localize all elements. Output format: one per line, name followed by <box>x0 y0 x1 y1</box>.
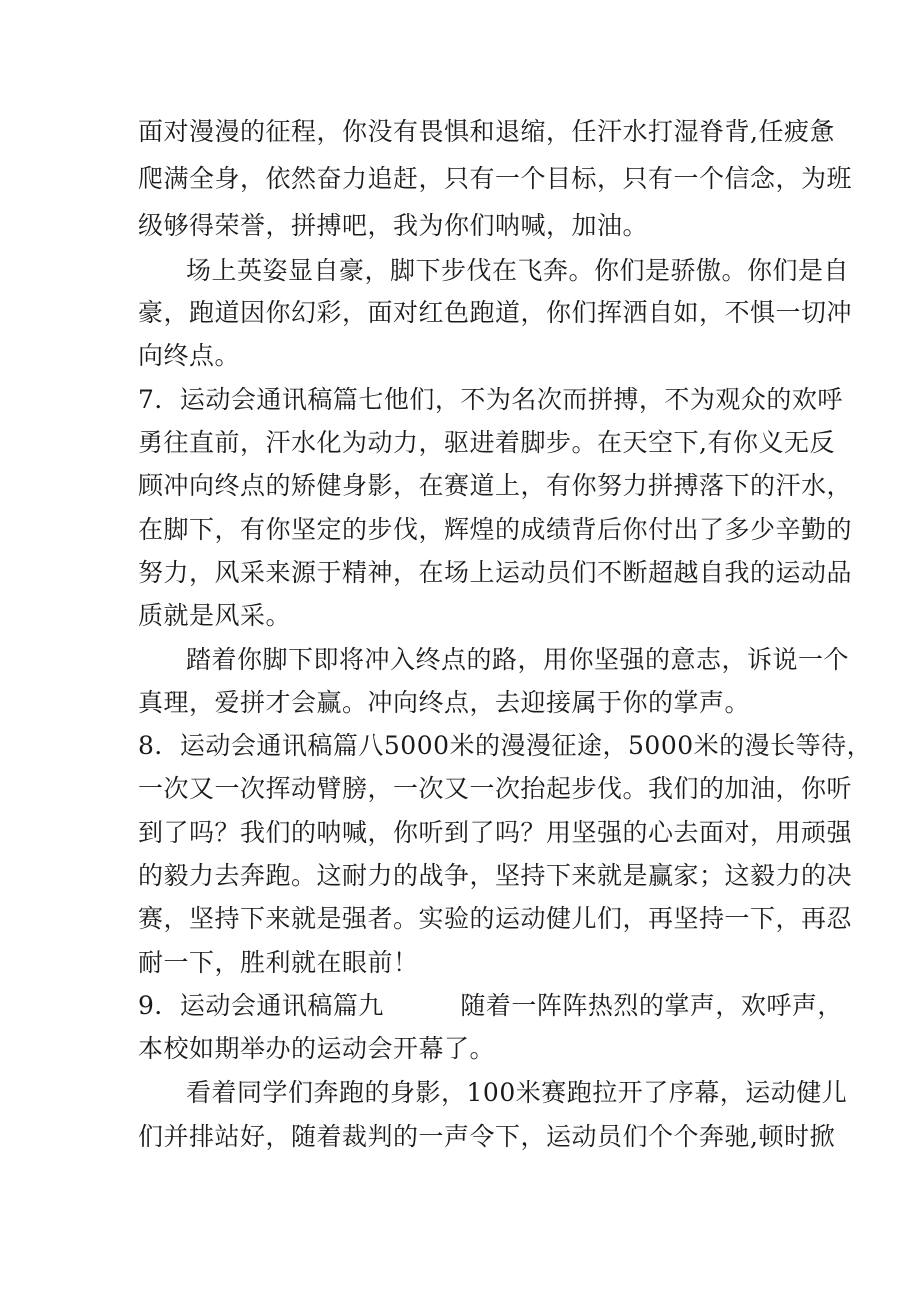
text-line: 赛，坚持下来就是强者。实验的运动健儿们，再坚持一下，再忍 <box>138 904 853 933</box>
text-line: 爬满全身，依然奋力追赶，只有一个目标，只有一个信念，为班 <box>138 164 853 193</box>
text-line: 质就是风采。 <box>138 601 292 630</box>
text-line: 们并排站好，随着裁判的一声令下，运动员们个个奔驰,顿时掀 <box>138 1122 835 1151</box>
section-heading-8: 8．运动会通讯稿篇八5000米的漫漫征途，5000米的漫长等待， <box>138 731 873 760</box>
text-line: 豪，跑道因你幻彩，面对红色跑道，你们挥洒自如，不惧一切冲 <box>138 298 853 327</box>
text-line: 一次又一次挥动臂膀，一次又一次抬起步伐。我们的加油，你听 <box>138 774 853 803</box>
text-line: 真理，爱拼才会赢。冲向终点，去迎接属于你的掌声。 <box>138 688 751 717</box>
text-line: 本校如期举办的运动会开幕了。 <box>138 1034 496 1063</box>
text-line: 场上英姿显自豪，脚下步伐在飞奔。你们是骄傲。你们是自 <box>186 256 850 285</box>
text-line: 的毅力去奔跑。这耐力的战争，坚持下来就是赢家；这毅力的决 <box>138 861 853 890</box>
text-line: 勇往直前，汗水化为动力，驱进着脚步。在天空下,有你义无反 <box>138 428 835 457</box>
section-heading-9: 9．运动会通讯稿篇九 随着一阵阵热烈的掌声，欢呼声， <box>138 991 843 1020</box>
text-line: 面对漫漫的征程，你没有畏惧和退缩，任汗水打湿脊背,任疲惫 <box>138 117 835 146</box>
text-line: 耐一下，胜利就在眼前！ <box>138 948 419 977</box>
text-line: 踏着你脚下即将冲入终点的路，用你坚强的意志，诉说一个 <box>186 645 850 674</box>
text-line: 顾冲向终点的矫健身影，在赛道上，有你努力拼搏落下的汗水， <box>138 471 853 500</box>
text-line: 到了吗？我们的呐喊，你听到了吗？用坚强的心去面对，用顽强 <box>138 818 853 847</box>
text-line: 在脚下，有你坚定的步伐，辉煌的成绩背后你付出了多少辛勤的 <box>138 515 853 544</box>
text-line: 努力，风采来源于精神，在场上运动员们不断超越自我的运动品 <box>138 558 853 587</box>
section-heading-7: 7．运动会通讯稿篇七他们，不为名次而拼搏，不为观众的欢呼 <box>138 385 843 414</box>
text-line: 级够得荣誉，拼搏吧，我为你们呐喊，加油。 <box>138 211 649 240</box>
text-line: 向终点。 <box>138 341 241 370</box>
text-line: 看着同学们奔跑的身影，100米赛跑拉开了序幕，运动健儿 <box>186 1078 848 1107</box>
